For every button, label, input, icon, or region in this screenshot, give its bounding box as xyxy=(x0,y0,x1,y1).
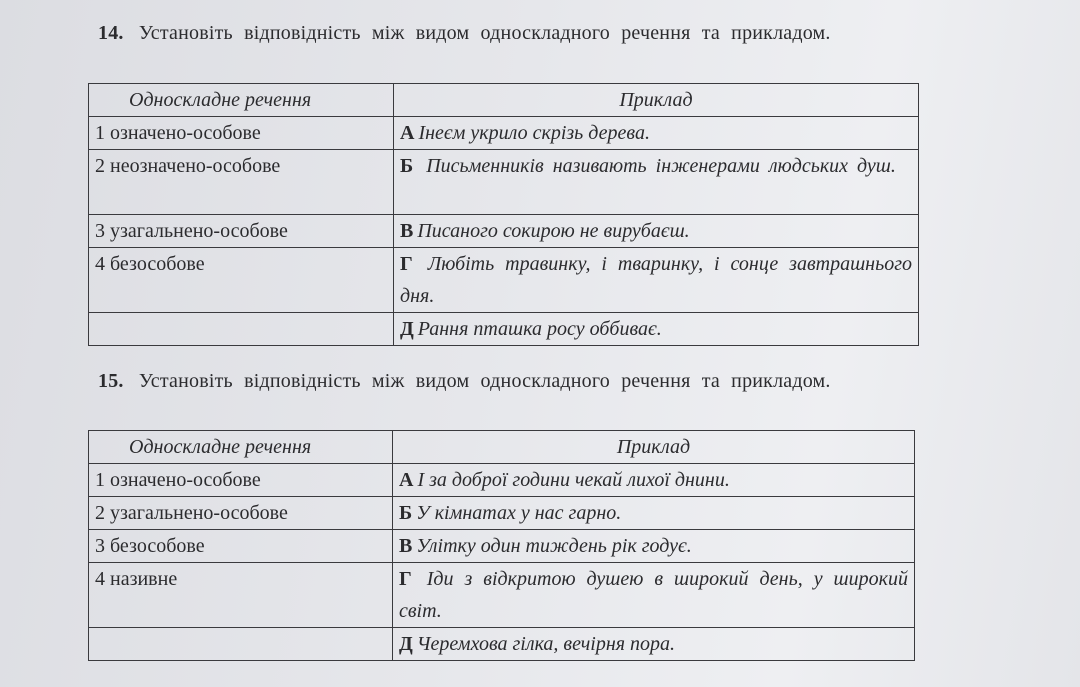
table-row xyxy=(89,563,915,628)
column-header-example: Приклад xyxy=(394,84,919,117)
table-row xyxy=(89,464,915,497)
task-15-number: 15. xyxy=(98,370,124,392)
task-14-number: 14. xyxy=(98,22,124,44)
answer-letter: А xyxy=(399,469,414,491)
table-row xyxy=(89,248,919,313)
task-14-title: Установіть відповідність між видом односкладного речення та прикладом. xyxy=(138,22,831,44)
sentence-type-cell: 2 узагальнено-особове xyxy=(89,497,393,530)
answer-letter: А xyxy=(400,122,415,144)
answer-letter: В xyxy=(400,220,414,242)
answer-letter: Б xyxy=(400,155,414,177)
table-header-row xyxy=(89,431,915,464)
answer-letter: Д xyxy=(400,318,414,340)
answer-letter: Д xyxy=(399,633,413,655)
example-text: Черемхова гілка, вечірня пора. xyxy=(416,633,676,655)
table-row xyxy=(89,530,915,563)
task-14-table xyxy=(88,83,919,346)
answer-letter: Г xyxy=(399,568,412,590)
task-14-heading xyxy=(98,17,910,50)
column-header-example: Приклад xyxy=(393,431,915,464)
sentence-type-cell: 3 узагальнено-особове xyxy=(89,215,394,248)
sentence-type-cell: 2 неозначено-особове xyxy=(89,150,394,215)
example-text: Любіть травинку, і тваринку, і сонце завтрашнього дня. xyxy=(400,253,912,307)
sentence-type-cell: 4 безособове xyxy=(89,248,394,313)
example-cell xyxy=(393,628,915,661)
sentence-type-cell: 3 безособове xyxy=(89,530,393,563)
example-cell xyxy=(394,313,919,346)
example-text: Рання пташка росу оббиває. xyxy=(417,318,662,340)
example-cell xyxy=(394,150,919,215)
task-15-title: Установіть відповідність між видом односкладного речення та прикладом. xyxy=(138,370,831,392)
table-header-row xyxy=(89,84,919,117)
column-header-type: Односкладне речення xyxy=(89,84,394,117)
example-text: Улітку один тиждень рік годує. xyxy=(416,535,692,557)
table-row xyxy=(89,313,919,346)
example-cell xyxy=(393,497,915,530)
answer-letter: Б xyxy=(399,502,413,524)
task-15-table xyxy=(88,430,915,661)
example-text: Письменників називають інженерами людських душ. xyxy=(426,155,896,177)
example-cell xyxy=(394,117,919,150)
example-text: І за доброї години чекай лихої днини. xyxy=(417,469,730,491)
table-row xyxy=(89,628,915,661)
answer-letter: В xyxy=(399,535,413,557)
example-cell xyxy=(394,215,919,248)
sentence-type-cell xyxy=(89,313,394,346)
example-cell xyxy=(394,248,919,313)
table-row xyxy=(89,117,919,150)
column-header-type: Односкладне речення xyxy=(89,431,393,464)
table-row xyxy=(89,497,915,530)
example-text: Інеєм укрило скрізь дерева. xyxy=(418,122,650,144)
example-cell xyxy=(393,464,915,497)
sentence-type-cell: 1 означено-особове xyxy=(89,464,393,497)
table-row xyxy=(89,150,919,215)
example-text: Іди з відкритою душею в широкий день, у широкий світ. xyxy=(399,568,909,622)
example-cell xyxy=(393,530,915,563)
example-text: У кімнатах у нас гарно. xyxy=(416,502,622,524)
sentence-type-cell: 4 називне xyxy=(89,563,393,628)
sentence-type-cell: 1 означено-особове xyxy=(89,117,394,150)
example-cell xyxy=(393,563,915,628)
example-text: Писаного сокирою не вирубаєш. xyxy=(417,220,690,242)
sentence-type-cell xyxy=(89,628,393,661)
table-row xyxy=(89,215,919,248)
answer-letter: Г xyxy=(400,253,413,275)
task-15-heading xyxy=(98,365,910,398)
